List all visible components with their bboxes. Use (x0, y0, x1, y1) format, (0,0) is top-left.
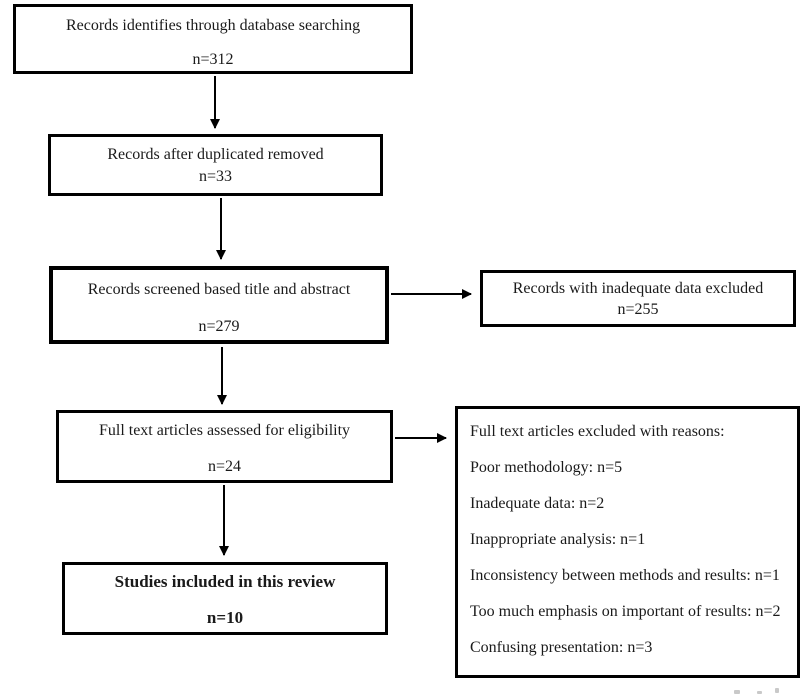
exclusion-reason: Confusing presentation: n=3 (470, 639, 653, 656)
watermark-speck (757, 691, 762, 694)
box-identification-label: Records identifies through database searching (65, 17, 361, 34)
box-deduplicated-count: n=33 (198, 167, 233, 185)
box-included (62, 562, 388, 635)
box-screened-label: Records screened based title and abstract (87, 281, 351, 298)
box-excluded-screening (480, 270, 796, 327)
box-excluded-fulltext (455, 406, 800, 678)
box-fulltext-assessed-label: Full text articles assessed for eligibility (98, 422, 351, 439)
exclusion-reason: Too much emphasis on important of results: n=2 (470, 603, 781, 620)
box-identification-count: n=312 (192, 51, 234, 68)
box-included-label: Studies included in this review (114, 572, 336, 591)
watermark-speck (734, 690, 740, 694)
box-identification (13, 4, 413, 74)
exclusion-reason: Inadequate data: n=2 (470, 495, 605, 512)
box-excluded-screening-count: n=255 (617, 300, 659, 318)
box-deduplicated (48, 134, 383, 196)
exclusion-reason: Poor methodology: n=5 (470, 459, 623, 476)
box-deduplicated-label: Records after duplicated removed (107, 145, 324, 163)
box-fulltext-assessed (56, 410, 393, 483)
watermark-speck (775, 688, 779, 693)
box-screened-count: n=279 (198, 318, 240, 335)
exclusion-reason: Inconsistency between methods and results: n=1 (470, 567, 780, 584)
exclusion-reason: Inappropriate analysis: n=1 (470, 531, 646, 548)
box-excluded-screening-label: Records with inadequate data excluded (512, 279, 764, 297)
box-fulltext-assessed-count: n=24 (207, 458, 242, 475)
box-included-count: n=10 (206, 608, 244, 627)
box-excluded-fulltext-title: Full text articles excluded with reasons: (470, 423, 725, 440)
box-screened (49, 266, 389, 344)
watermark-fragment (730, 688, 800, 695)
